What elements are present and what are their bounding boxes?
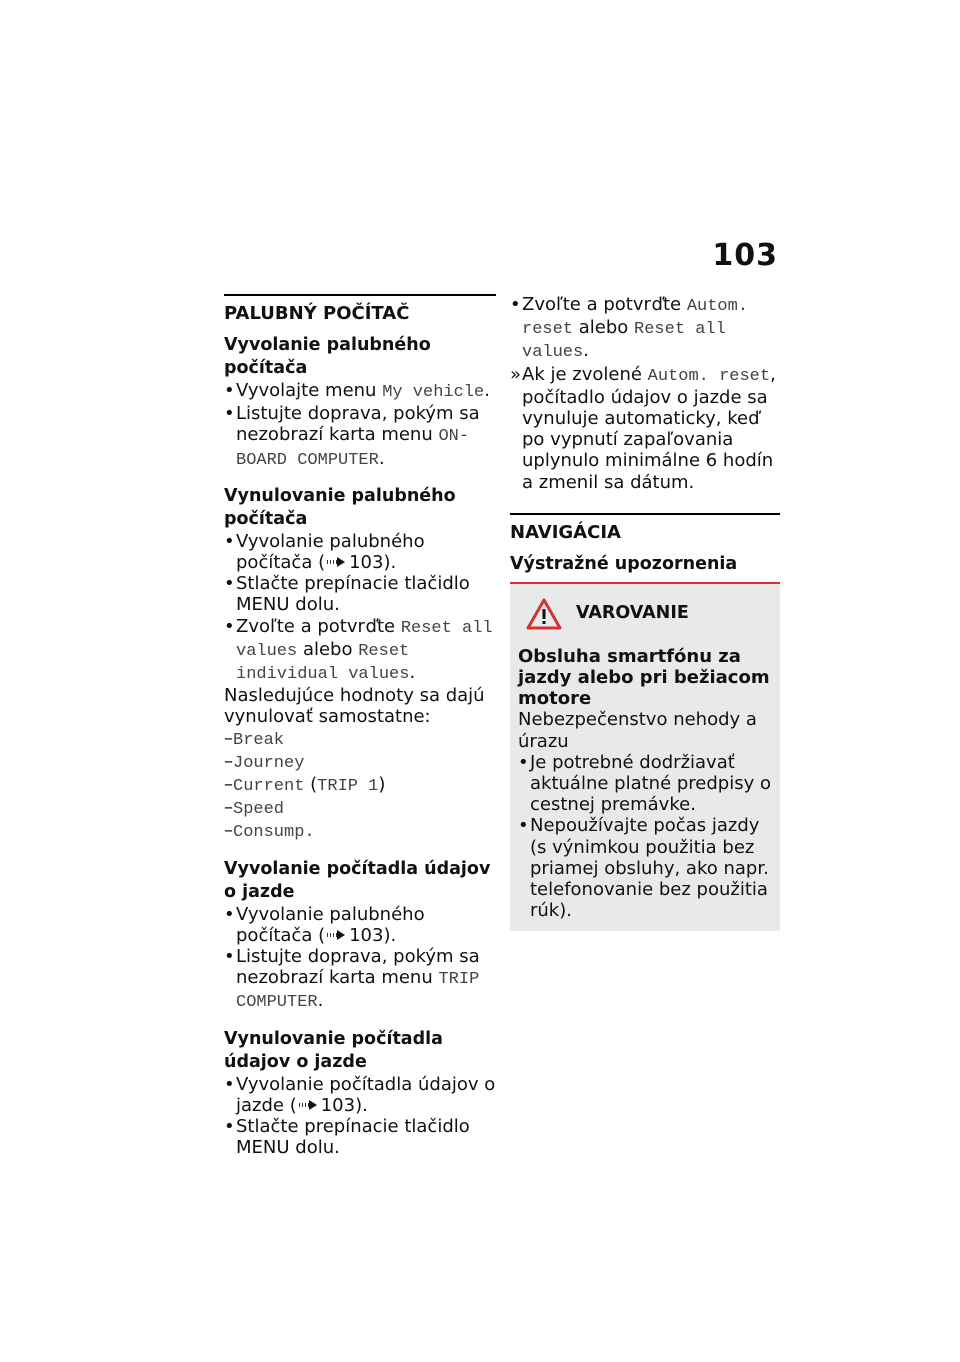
paragraph: Nasledujúce hodnoty sa dajú vynulovať samostatne: xyxy=(224,685,485,728)
page-reference-arrow-icon xyxy=(299,1100,317,1110)
section-title-onboard-computer: PALUBNÝ POČÍTAČ xyxy=(224,294,496,326)
bullet-item: • Vyvolanie palubného počítača ( 103). xyxy=(224,904,496,946)
bullet-item: • Zvoľte a potvrďte Autom. reset alebo Reset all values. xyxy=(510,294,780,364)
dash-item: –Consump. xyxy=(224,820,315,843)
result-item: » Ak je zvolené Autom. reset, počítadlo údajov o jazde sa vynuluje automaticky, keď po vypnutí zapaľovania uplynulo minimálne 6 hodín a zmenil sa dátum. xyxy=(510,364,780,493)
menu-code: Reset individual values xyxy=(236,641,410,685)
bullet-item: • Je potrebné dodržiavať aktuálne platné predpisy o cestnej premávke. xyxy=(518,752,772,816)
right-column xyxy=(510,294,780,931)
warning-box xyxy=(510,582,780,932)
dash-item: –Current (TRIP 1) xyxy=(224,774,386,797)
page-reference-arrow-icon xyxy=(327,557,345,567)
bullet-item: • Zvoľte a potvrďte Reset all values alebo Reset individual values. xyxy=(224,616,496,686)
warning-triangle-icon xyxy=(526,598,562,630)
menu-code: Autom. reset xyxy=(522,297,749,340)
menu-code: Reset all values xyxy=(522,320,726,363)
menu-code: Autom. reset xyxy=(647,366,771,386)
bullet-item: • Stlačte prepínacie tlačidlo MENU dolu. xyxy=(224,573,496,615)
bullet-item: • Listujte doprava, pokým sa nezobrazí karta menu TRIP COMPUTER. xyxy=(224,946,496,1014)
warning-text: Nebezpečenstvo nehody a úrazu xyxy=(518,709,757,752)
page-reference-arrow-icon xyxy=(327,930,345,940)
dash-item: –Speed xyxy=(224,797,285,820)
dash-item: –Break xyxy=(224,727,285,750)
subheading-open-onboard-computer: Vyvolanie palubného počítača xyxy=(224,335,431,378)
menu-code: TRIP COMPUTER xyxy=(236,970,480,1013)
page-number: 103 xyxy=(712,238,778,273)
bullet-item: • Stlačte prepínacie tlačidlo MENU dolu. xyxy=(224,1116,496,1158)
menu-code: Reset all values xyxy=(236,618,493,661)
bullet-item: • Vyvolajte menu My vehicle. xyxy=(224,380,496,403)
menu-code: My vehicle xyxy=(382,383,485,402)
warning-label: VAROVANIE xyxy=(576,603,689,624)
subheading-warnings: Výstražné upozornenia xyxy=(510,553,738,574)
subheading-open-trip-computer: Vyvolanie počítadla údajov o jazde xyxy=(224,858,491,902)
bullet-item: • Vyvolanie počítadla údajov o jazde ( 103). xyxy=(224,1074,496,1116)
menu-code: ON-BOARD COMPUTER xyxy=(236,427,470,470)
bullet-item: • Vyvolanie palubného počítača ( 103). xyxy=(224,531,496,573)
left-column xyxy=(224,294,496,1158)
bullet-item: • Nepoužívajte počas jazdy (s výnimkou použitia bez priamej obsluhy, ako napr. telefonovanie bez použitia rúk). xyxy=(518,815,772,921)
warning-subject: Obsluha smartfónu za jazdy alebo pri bežiacom motore xyxy=(518,645,770,710)
warning-header xyxy=(526,598,772,630)
dash-item: –Journey xyxy=(224,750,305,773)
bullet-item: • Listujte doprava, pokým sa nezobrazí karta menu ON-BOARD COMPUTER. xyxy=(224,403,496,471)
subheading-reset-trip-computer: Vynulovanie počítadla údajov o jazde xyxy=(224,1028,443,1072)
subheading-reset-onboard-computer: Vynulovanie palubného počítača xyxy=(224,485,456,529)
section-title-navigation: NAVIGÁCIA xyxy=(510,513,780,545)
